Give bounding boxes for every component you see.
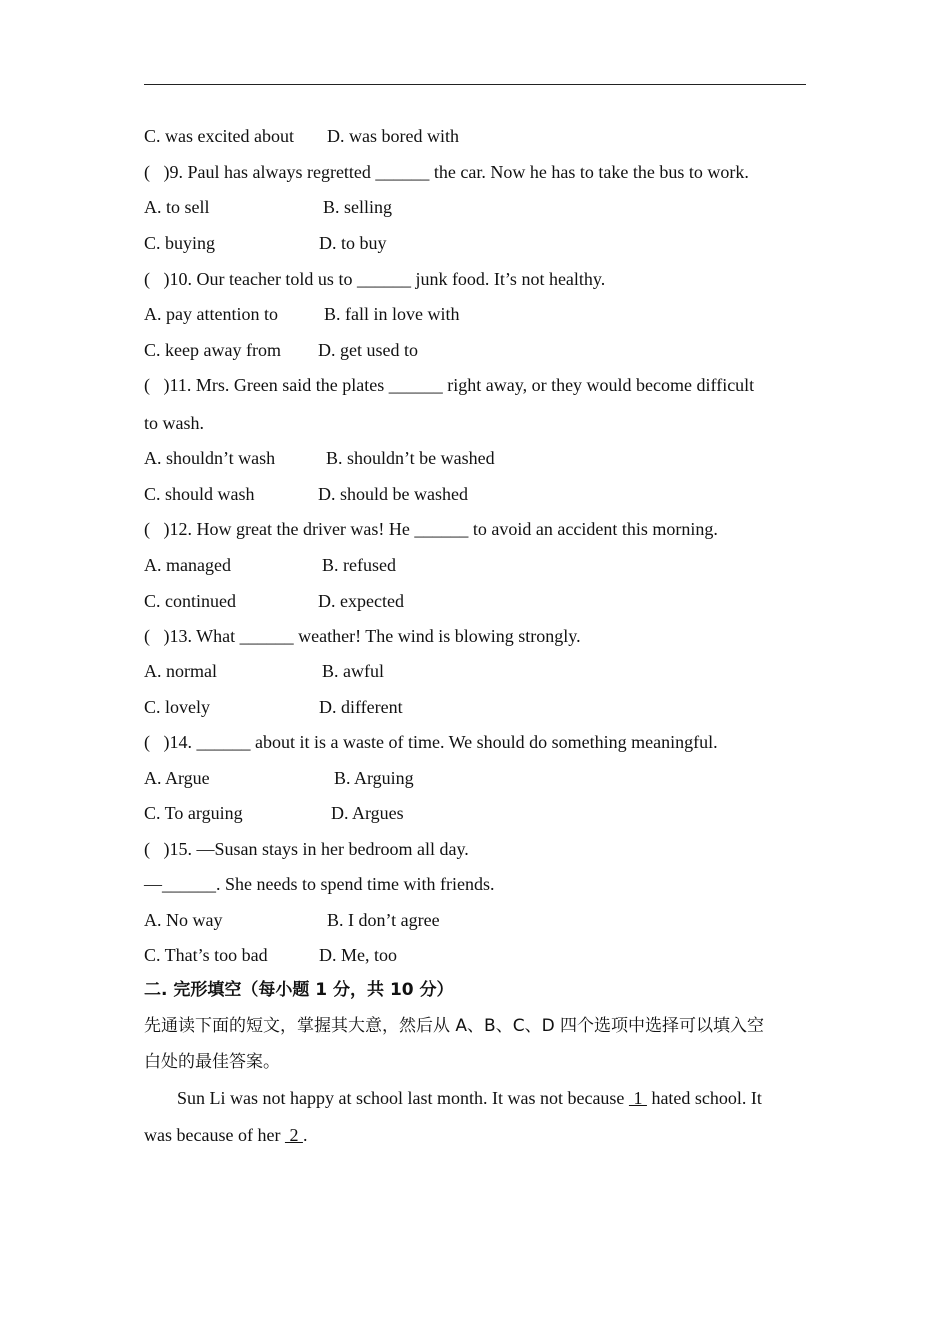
passage-line-1 <box>177 1087 762 1109</box>
question-line: ( )13. What ______ weather! The wind is blowing strongly. <box>144 626 581 646</box>
option-b: D. should be washed <box>318 484 468 504</box>
option-a: C. keep away from <box>144 340 281 360</box>
option-a: C. continued <box>144 591 236 611</box>
option-b: D. expected <box>318 591 404 611</box>
question-line: ( )12. How great the driver was! He ______ to avoid an accident this morning. <box>144 519 718 539</box>
option-line <box>144 554 806 576</box>
question-line: ( )9. Paul has always regretted ______ the car. Now he has to take the bus to work. <box>144 162 749 182</box>
option-b: D. to buy <box>319 233 387 253</box>
option-b: B. I don’t agree <box>327 910 440 930</box>
option-b: D. Argues <box>331 803 404 823</box>
option-a: A. shouldn’t wash <box>144 448 276 468</box>
option-line <box>144 232 806 254</box>
option-b: B. refused <box>322 555 396 575</box>
option-line <box>144 303 806 325</box>
option-line <box>144 696 806 718</box>
option-b: B. Arguing <box>334 768 414 788</box>
header-rule <box>144 84 806 85</box>
blank-1: 1 <box>628 1088 647 1108</box>
option-b: B. selling <box>323 197 393 217</box>
option-a: A. No way <box>144 910 223 930</box>
question-line: ( )15. —Susan stays in her bedroom all day. <box>144 839 469 859</box>
passage-text: Sun Li was not happy at school last month. It was not because <box>177 1088 629 1108</box>
option-a: A. Argue <box>144 768 210 788</box>
question-line: ( )11. Mrs. Green said the plates ______ right away, or they would become difficult <box>144 375 755 395</box>
option-line <box>144 196 806 218</box>
option-b: B. shouldn’t be washed <box>326 448 495 468</box>
question-line: ( )10. Our teacher told us to ______ junk food. It’s not healthy. <box>144 269 606 289</box>
option-line <box>144 944 806 966</box>
option-a: C. To arguing <box>144 803 243 823</box>
option-b: B. fall in love with <box>324 304 460 324</box>
option-line <box>144 802 806 824</box>
option-a: C. buying <box>144 233 216 253</box>
option-a: C. should wash <box>144 484 255 504</box>
option-a: A. to sell <box>144 197 210 217</box>
passage-text: . <box>302 1125 308 1145</box>
option-line <box>144 909 806 931</box>
option-a: C. That’s too bad <box>144 945 268 965</box>
option-line <box>144 125 806 147</box>
option-b: B. awful <box>322 661 384 681</box>
question-line: to wash. <box>144 413 204 433</box>
passage-text: hated school. It <box>646 1088 762 1108</box>
passage-line-2 <box>144 1124 307 1146</box>
option-line <box>144 483 806 505</box>
option-a: A. pay attention to <box>144 304 278 324</box>
question-line: ( )14. ______ about it is a waste of time. We should do something meaningful. <box>144 732 718 752</box>
option-a: C. lovely <box>144 697 210 717</box>
option-b: D. Me, too <box>319 945 397 965</box>
section-instruction-line-2: 白处的最佳答案。 <box>144 1052 280 1072</box>
option-line <box>144 447 806 469</box>
question-line: —______. She needs to spend time with friends. <box>144 874 495 894</box>
option-a: A. managed <box>144 555 231 575</box>
section-heading: 二. 完形填空（每小题 1 分，共 10 分） <box>144 980 454 1000</box>
section-instruction-line-1: 先通读下面的短文，掌握其大意，然后从 A、B、C、D 四个选项中选择可以填入空 <box>144 1016 765 1036</box>
option-line <box>144 339 806 361</box>
option-line <box>144 590 806 612</box>
option-b: D. was bored with <box>327 126 459 146</box>
option-b: D. get used to <box>318 340 418 360</box>
option-b: D. different <box>319 697 403 717</box>
passage-text: was because of her <box>144 1125 285 1145</box>
option-a: C. was excited about <box>144 126 294 146</box>
option-a: A. normal <box>144 661 217 681</box>
option-line <box>144 767 806 789</box>
option-line <box>144 660 806 682</box>
blank-2: 2 <box>284 1125 303 1145</box>
